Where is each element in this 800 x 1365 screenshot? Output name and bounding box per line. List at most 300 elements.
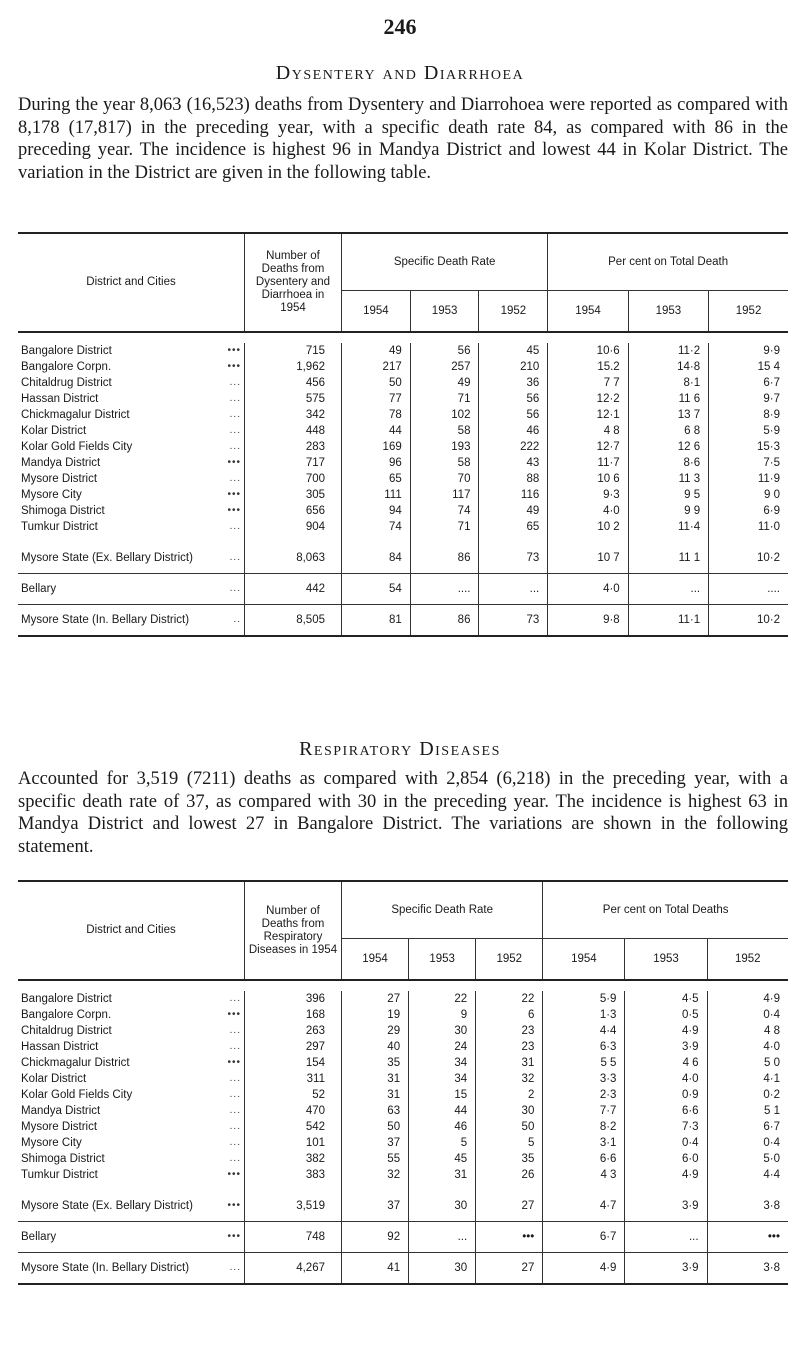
leader-dots: ... (229, 1025, 241, 1036)
district-cell (18, 1135, 245, 1151)
district-cell (18, 1167, 245, 1183)
cell-p1953: 9 5 (628, 487, 708, 503)
header-year: 1953 (628, 291, 708, 333)
cell-r1952: 46 (479, 423, 548, 439)
district-cell (18, 487, 245, 503)
district-name: Hassan District (21, 1041, 99, 1053)
district-cell (18, 471, 245, 487)
cell-r1952: 27 (476, 1183, 543, 1222)
table-row (18, 1055, 788, 1071)
cell-p1954: 2·3 (543, 1087, 625, 1103)
district-cell (18, 535, 245, 574)
cell-r1954: 74 (342, 519, 411, 535)
leader-dots: ... (229, 521, 241, 532)
cell-r1954: 169 (342, 439, 411, 455)
header-rate: Specific Death Rate (342, 233, 548, 291)
cell-p1954: 4·0 (548, 503, 628, 519)
cell-r1952: 116 (479, 487, 548, 503)
cell-number: 383 (245, 1167, 342, 1183)
table-row (18, 1135, 788, 1151)
cell-number: 168 (245, 1007, 342, 1023)
district-cell (18, 391, 245, 407)
cell-r1954: 49 (342, 343, 411, 359)
cell-r1952: 56 (479, 407, 548, 423)
cell-number: 717 (245, 455, 342, 471)
cell-p1952: 11·0 (757, 521, 780, 533)
cell-r1952: 36 (479, 375, 548, 391)
cell-p1953: 6·0 (625, 1151, 707, 1167)
cell-p1952: 5 1 (764, 1105, 780, 1117)
table-row (18, 535, 788, 574)
cell-p1952: 4·0 (763, 1041, 780, 1053)
cell-r1953: 30 (409, 1023, 476, 1039)
cell-p1953: 14·8 (628, 359, 708, 375)
cell-p1954: 10 7 (548, 535, 628, 574)
cell-p1953: 9 9 (628, 503, 708, 519)
cell-r1953: 86 (410, 605, 479, 637)
cell-p1954: 3·1 (543, 1135, 625, 1151)
cell-p1952: 0·4 (763, 1137, 780, 1149)
district-name: Mysore District (21, 473, 98, 485)
cell-p1954: 4·7 (543, 1183, 625, 1222)
spacer-row (18, 980, 788, 991)
table-row (18, 471, 788, 487)
district-cell (18, 991, 245, 1007)
cell-r1953: 49 (410, 375, 479, 391)
cell-r1952: 22 (476, 991, 543, 1007)
leader-dots: ... (229, 441, 241, 452)
cell-p1953: 11 3 (628, 471, 708, 487)
cell-p1952: 7·5 (763, 457, 780, 469)
district-name: Kolar Gold Fields City (21, 441, 133, 453)
table-row (18, 1119, 788, 1135)
cell-r1952: 2 (476, 1087, 543, 1103)
cell-number: 715 (245, 343, 342, 359)
cell-p1953: 8·1 (628, 375, 708, 391)
cell-r1954: 94 (342, 503, 411, 519)
district-name: Hassan District (21, 393, 99, 405)
district-name: Mysore City (21, 1137, 82, 1149)
cell-p1954: 11·7 (548, 455, 628, 471)
cell-p1952: 6·7 (763, 1121, 780, 1133)
cell-p1952: 15 4 (757, 361, 780, 373)
cell-r1953: 31 (409, 1167, 476, 1183)
district-cell (18, 1222, 245, 1253)
cell-r1954: 50 (342, 375, 411, 391)
cell-p1953: 3·9 (625, 1253, 707, 1285)
table-row (18, 574, 788, 605)
cell-p1954: 3·3 (543, 1071, 625, 1087)
district-name: Tumkur District (21, 1169, 98, 1181)
district-cell (18, 1183, 245, 1222)
cell-p1954: 4·9 (543, 1253, 625, 1285)
cell-p1952: 15·3 (756, 441, 780, 453)
district-name: Mandya District (21, 457, 101, 469)
section-heading-respiratory: Respiratory Diseases (299, 738, 501, 760)
cell-p1952: 4·9 (763, 993, 780, 1005)
district-name: Bangalore District (21, 993, 112, 1005)
paragraph-respiratory: Accounted for 3,519 (7211) deaths as compared with 2,854 (6,218) in the preceding year, with a specific death rate of 37, as compared with 30 in the preceding year. The incidence is highest 63 in Mandya District and lowest 27 in Bangalore District. The variations are shown in the following statement. (18, 769, 788, 857)
header-year: 1954 (543, 939, 625, 981)
leader-dots: ••• (227, 1200, 241, 1211)
header-district: District and Cities (18, 881, 245, 980)
leader-dots: ••• (227, 489, 241, 500)
district-cell (18, 1253, 245, 1285)
cell-r1952: 50 (476, 1119, 543, 1135)
cell-r1954: 111 (342, 487, 411, 503)
cell-r1952: 5 (476, 1135, 543, 1151)
table-row (18, 391, 788, 407)
cell-r1953: 71 (410, 519, 479, 535)
cell-r1952: 23 (476, 1039, 543, 1055)
table-row (18, 1007, 788, 1023)
table-row (18, 455, 788, 471)
cell-p1953: 4·9 (625, 1167, 707, 1183)
cell-r1954: 35 (342, 1055, 409, 1071)
district-cell (18, 359, 245, 375)
district-name: Mysore State (Ex. Bellary District) (21, 1200, 193, 1212)
cell-p1953: 3·9 (625, 1183, 707, 1222)
district-name: Bellary (21, 583, 57, 595)
district-cell (18, 423, 245, 439)
cell-number: 154 (245, 1055, 342, 1071)
cell-number: 8,505 (245, 605, 342, 637)
cell-r1952: 23 (476, 1023, 543, 1039)
cell-p1953: 4·5 (625, 991, 707, 1007)
leader-dots: ••• (227, 1009, 241, 1020)
leader-dots: ••• (227, 361, 241, 372)
cell-p1954: 6·7 (543, 1222, 625, 1253)
leader-dots: ... (229, 425, 241, 436)
cell-r1954: 32 (342, 1167, 409, 1183)
leader-dots: ••• (227, 1169, 241, 1180)
district-cell (18, 439, 245, 455)
table-row (18, 1253, 788, 1285)
district-cell (18, 343, 245, 359)
paragraph-dysentery: During the year 8,063 (16,523) deaths from Dysentery and Diarrohoea were reported as compared with 8,178 (17,817) in the preceding year, with a specific death rate 84, as compared with 86 in the preceding year. The incidence is highest 96 in Mandya District and lowest 44 in Kolar District. The variation in the District are given in the following table. (18, 95, 788, 183)
cell-p1953: 4 6 (625, 1055, 707, 1071)
cell-p1954: 12·2 (548, 391, 628, 407)
cell-r1952: 88 (479, 471, 548, 487)
cell-p1954: 9·8 (548, 605, 628, 637)
district-cell (18, 519, 245, 535)
cell-r1953: .... (410, 574, 479, 605)
leader-dots: ••• (227, 1057, 241, 1068)
header-year: 1952 (709, 291, 788, 333)
cell-r1952: 27 (476, 1253, 543, 1285)
cell-p1954: 4·4 (543, 1023, 625, 1039)
leader-dots: ••• (227, 345, 241, 356)
leader-dots: .. (233, 614, 241, 625)
district-cell (18, 574, 245, 605)
cell-r1954: 65 (342, 471, 411, 487)
cell-r1952: 30 (476, 1103, 543, 1119)
cell-number: 382 (245, 1151, 342, 1167)
cell-r1954: 217 (342, 359, 411, 375)
cell-r1952: 56 (479, 391, 548, 407)
cell-p1952: 9 0 (764, 489, 780, 501)
cell-number: 748 (245, 1222, 342, 1253)
cell-r1952: ... (479, 574, 548, 605)
table-row (18, 359, 788, 375)
cell-p1952: 4·4 (763, 1169, 780, 1181)
cell-p1953: 0·9 (625, 1087, 707, 1103)
district-cell (18, 407, 245, 423)
leader-dots: ... (229, 393, 241, 404)
district-cell (18, 455, 245, 471)
cell-p1953: 11·1 (628, 605, 708, 637)
table-row (18, 407, 788, 423)
cell-p1954: 1·3 (543, 1007, 625, 1023)
cell-r1952: 222 (479, 439, 548, 455)
header-year: 1953 (410, 291, 479, 333)
cell-p1952: 3·8 (707, 1253, 788, 1285)
district-cell (18, 375, 245, 391)
leader-dots: ... (229, 1089, 241, 1100)
header-year: 1953 (625, 939, 707, 981)
district-name: Kolar Gold Fields City (21, 1089, 133, 1101)
cell-p1954: 10 6 (548, 471, 628, 487)
cell-p1953: ... (625, 1222, 707, 1253)
table-row (18, 1183, 788, 1222)
cell-r1953: 58 (410, 455, 479, 471)
cell-r1954: 37 (342, 1135, 409, 1151)
cell-p1952: 11·9 (757, 473, 780, 485)
spacer-cell (18, 332, 788, 343)
cell-r1952: 65 (479, 519, 548, 535)
cell-number: 575 (245, 391, 342, 407)
cell-p1952: 6·9 (763, 505, 780, 517)
leader-dots: ... (229, 1137, 241, 1148)
cell-p1952: 0·4 (763, 1009, 780, 1021)
leader-dots: ••• (227, 505, 241, 516)
cell-p1954: 4 3 (543, 1167, 625, 1183)
cell-r1953: 22 (409, 991, 476, 1007)
table-row (18, 605, 788, 637)
table-row (18, 439, 788, 455)
spacer-row (18, 332, 788, 343)
leader-dots: ... (229, 1041, 241, 1052)
district-name: Chitaldrug District (21, 377, 112, 389)
district-cell (18, 1103, 245, 1119)
leader-dots: ••• (227, 457, 241, 468)
leader-dots: ... (229, 1121, 241, 1132)
header-year: 1954 (548, 291, 628, 333)
cell-r1954: 50 (342, 1119, 409, 1135)
cell-number: 342 (245, 407, 342, 423)
cell-r1954: 78 (342, 407, 411, 423)
cell-p1954: 5·9 (543, 991, 625, 1007)
cell-r1953: 74 (410, 503, 479, 519)
cell-r1952: 210 (479, 359, 548, 375)
cell-p1954: 4·0 (548, 574, 628, 605)
cell-p1954: 12·7 (548, 439, 628, 455)
cell-r1953: 9 (409, 1007, 476, 1023)
cell-number: 8,063 (245, 535, 342, 574)
table-row (18, 1087, 788, 1103)
table-row (18, 343, 788, 359)
cell-number: 1,962 (245, 359, 342, 375)
district-cell (18, 1119, 245, 1135)
cell-p1952: 8·9 (763, 409, 780, 421)
cell-p1953: 6·6 (625, 1103, 707, 1119)
cell-r1953: 24 (409, 1039, 476, 1055)
district-name: Mysore State (Ex. Bellary District) (21, 552, 193, 564)
district-cell (18, 1007, 245, 1023)
table-respiratory (18, 880, 788, 1285)
leader-dots: ... (229, 552, 241, 563)
cell-r1952: 31 (476, 1055, 543, 1071)
cell-r1954: 44 (342, 423, 411, 439)
cell-r1952: 45 (479, 343, 548, 359)
cell-number: 448 (245, 423, 342, 439)
header-number: Number of Deaths from Respiratory Diseases in 1954 (245, 881, 342, 980)
district-name: Mysore District (21, 1121, 98, 1133)
cell-number: 52 (245, 1087, 342, 1103)
cell-number: 263 (245, 1023, 342, 1039)
cell-p1952: 5·9 (763, 425, 780, 437)
district-name: Bangalore District (21, 345, 112, 357)
cell-p1953: 4·9 (625, 1023, 707, 1039)
leader-dots: ... (229, 377, 241, 388)
cell-number: 305 (245, 487, 342, 503)
table-row (18, 1222, 788, 1253)
cell-r1952: 49 (479, 503, 548, 519)
cell-r1954: 31 (342, 1071, 409, 1087)
cell-r1954: 40 (342, 1039, 409, 1055)
cell-number: 542 (245, 1119, 342, 1135)
cell-r1953: 71 (410, 391, 479, 407)
cell-p1954: 12·1 (548, 407, 628, 423)
cell-number: 311 (245, 1071, 342, 1087)
district-cell (18, 1151, 245, 1167)
cell-r1954: 77 (342, 391, 411, 407)
table-row (18, 1039, 788, 1055)
district-cell (18, 605, 245, 637)
cell-number: 656 (245, 503, 342, 519)
cell-r1954: 41 (342, 1253, 409, 1285)
table-row (18, 375, 788, 391)
cell-p1953: 6 8 (628, 423, 708, 439)
cell-number: 101 (245, 1135, 342, 1151)
cell-r1952: 26 (476, 1167, 543, 1183)
table-row (18, 1071, 788, 1087)
cell-p1953: 12 6 (628, 439, 708, 455)
page-number: 246 (383, 14, 417, 39)
cell-r1952: 73 (479, 605, 548, 637)
cell-r1953: 30 (409, 1253, 476, 1285)
cell-p1953: 4·0 (625, 1071, 707, 1087)
cell-p1953: 7·3 (625, 1119, 707, 1135)
header-year: 1952 (707, 939, 788, 981)
header-number: Number of Deaths from Dysentery and Diarrhoea in 1954 (245, 233, 342, 332)
table-row (18, 503, 788, 519)
header-year: 1952 (479, 291, 548, 333)
table-row (18, 991, 788, 1007)
district-name: Kolar District (21, 425, 87, 437)
cell-number: 3,519 (245, 1183, 342, 1222)
header-year: 1952 (476, 939, 543, 981)
cell-p1953: 11·2 (628, 343, 708, 359)
header-district: District and Cities (18, 233, 245, 332)
cell-r1953: 102 (410, 407, 479, 423)
spacer-cell (18, 980, 788, 991)
cell-r1953: 46 (409, 1119, 476, 1135)
cell-p1953: 11·4 (628, 519, 708, 535)
cell-r1952: 43 (479, 455, 548, 471)
cell-r1954: 63 (342, 1103, 409, 1119)
district-cell (18, 1071, 245, 1087)
cell-number: 297 (245, 1039, 342, 1055)
cell-p1954: 15.2 (548, 359, 628, 375)
cell-r1954: 31 (342, 1087, 409, 1103)
cell-r1954: 84 (342, 535, 411, 574)
table-dysentery (18, 232, 788, 637)
district-name: Mysore State (In. Bellary District) (21, 614, 190, 626)
cell-number: 470 (245, 1103, 342, 1119)
district-name: Bellary (21, 1231, 57, 1243)
cell-p1952: .... (709, 574, 788, 605)
cell-r1953: 56 (410, 343, 479, 359)
leader-dots: ... (229, 1105, 241, 1116)
leader-dots: ... (229, 1262, 241, 1273)
district-name: Mandya District (21, 1105, 101, 1117)
district-name: Chitaldrug District (21, 1025, 112, 1037)
cell-r1953: 70 (410, 471, 479, 487)
table-row (18, 1151, 788, 1167)
cell-p1953: 13 7 (628, 407, 708, 423)
cell-r1954: 81 (342, 605, 411, 637)
header-percent: Per cent on Total Deaths (602, 903, 729, 916)
cell-number: 4,267 (245, 1253, 342, 1285)
header-year: 1954 (342, 291, 411, 333)
leader-dots: ... (229, 993, 241, 1004)
cell-p1954: 6·3 (543, 1039, 625, 1055)
cell-p1952: 9·7 (763, 393, 780, 405)
cell-r1953: 5 (409, 1135, 476, 1151)
cell-p1952: 4 8 (764, 1025, 780, 1037)
leader-dots: ... (229, 409, 241, 420)
cell-p1954: 8·2 (543, 1119, 625, 1135)
cell-p1954: 10·6 (548, 343, 628, 359)
cell-p1953: ... (628, 574, 708, 605)
district-cell (18, 1023, 245, 1039)
table-row (18, 1103, 788, 1119)
cell-number: 700 (245, 471, 342, 487)
leader-dots: ... (229, 1073, 241, 1084)
district-name: Shimoga District (21, 505, 105, 517)
section-heading-dysentery: Dysentery and Diarrhoea (275, 62, 525, 84)
cell-p1953: 0·4 (625, 1135, 707, 1151)
cell-r1952: 32 (476, 1071, 543, 1087)
cell-p1952: 5·0 (763, 1153, 780, 1165)
cell-p1952: 4·1 (763, 1073, 780, 1085)
cell-r1953: 15 (409, 1087, 476, 1103)
table-row (18, 1167, 788, 1183)
district-cell (18, 503, 245, 519)
cell-r1954: 19 (342, 1007, 409, 1023)
header-year: 1954 (342, 939, 409, 981)
cell-r1953: 34 (409, 1055, 476, 1071)
cell-r1953: 45 (409, 1151, 476, 1167)
cell-p1953: 0·5 (625, 1007, 707, 1023)
cell-r1954: 29 (342, 1023, 409, 1039)
table-row (18, 1023, 788, 1039)
cell-r1953: 86 (410, 535, 479, 574)
cell-p1954: 7·7 (543, 1103, 625, 1119)
cell-r1953: ... (409, 1222, 476, 1253)
cell-p1954: 5 5 (543, 1055, 625, 1071)
